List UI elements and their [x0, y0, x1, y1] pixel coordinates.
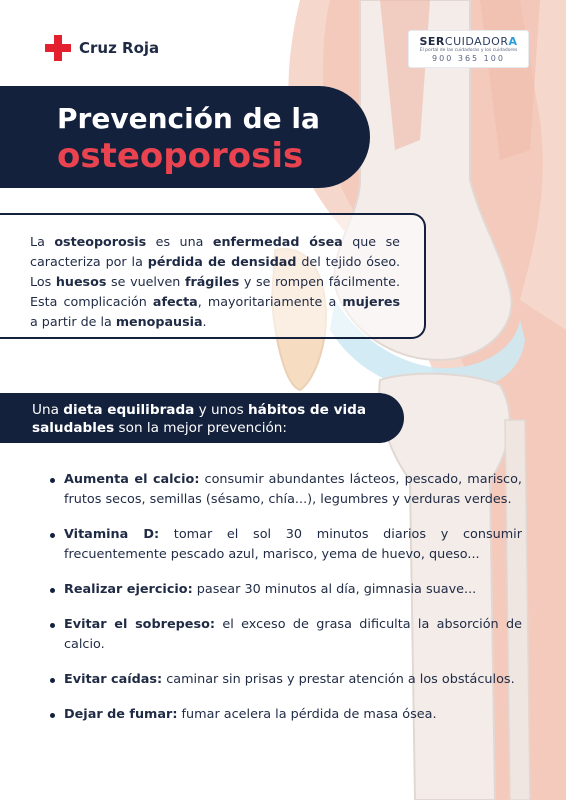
- intro-segment: a partir de la: [30, 314, 116, 329]
- tip-title: Dejar de fumar:: [64, 707, 178, 722]
- intro-segment: es una: [146, 234, 213, 249]
- sercuidadora-phone: 900 365 100: [432, 54, 505, 63]
- tip-item: [50, 525, 522, 565]
- prevention-segment: y unos: [194, 402, 248, 418]
- tips-list: [50, 470, 522, 725]
- page-title-line1: Prevención de la: [57, 102, 320, 135]
- tip-item: [50, 615, 522, 655]
- intro-segment: afecta: [152, 294, 198, 309]
- cruz-roja-logo: [45, 35, 159, 61]
- page-title-line2: osteoporosis: [57, 136, 304, 176]
- sercuidadora-tagline: El portal de las cuidadoras y los cuidadores: [419, 48, 518, 53]
- intro-segment: y se rompen fácilmente. Esta complicación: [30, 274, 400, 309]
- intro-segment: frágiles: [184, 274, 240, 289]
- sercuidadora-name: [409, 36, 528, 48]
- intro-paragraph: [30, 232, 400, 332]
- intro-segment: se vuelven: [106, 274, 185, 289]
- tip-text: pasear 30 minutos al día, gimnasia suave...: [192, 582, 477, 597]
- intro-segment: menopausia: [115, 314, 203, 329]
- intro-segment: del tejido óseo. Los: [30, 254, 400, 289]
- intro-segment: mujeres: [342, 294, 400, 309]
- prevention-segment: hábitos de vida saludables: [32, 402, 367, 436]
- tip-item: [50, 670, 522, 690]
- prevention-heading: [32, 401, 392, 437]
- prevention-segment: son la mejor prevención:: [114, 420, 287, 436]
- sercuidadora-name-part3: A: [508, 35, 518, 48]
- intro-segment: , mayoritariamente a: [197, 294, 343, 309]
- tip-item: [50, 470, 522, 510]
- tip-title: Aumenta el calcio:: [64, 472, 200, 487]
- prevention-segment: dieta equilibrada: [63, 402, 195, 418]
- tip-item: [50, 580, 522, 600]
- red-cross-icon: [45, 35, 71, 61]
- tip-text: consumir abundantes lácteos, pescado, marisco, frutos secos, semillas (sésamo, chía...), legumbres y verduras verdes.: [64, 472, 522, 507]
- sercuidadora-badge: [408, 30, 529, 68]
- tip-text: caminar sin prisas y prestar atención a los obstáculos.: [162, 672, 515, 687]
- tip-item: [50, 705, 522, 725]
- intro-segment: enfermedad ósea: [212, 234, 343, 249]
- tip-title: Evitar caídas:: [64, 672, 163, 687]
- tip-title: Realizar ejercicio:: [64, 582, 193, 597]
- tip-title: Evitar el sobrepeso:: [64, 617, 215, 632]
- tip-text: fumar acelera la pérdida de masa ósea.: [177, 707, 437, 722]
- intro-segment: pérdida de densidad: [147, 254, 297, 269]
- intro-segment: osteoporosis: [54, 234, 147, 249]
- tip-title: Vitamina D:: [64, 527, 160, 542]
- intro-segment: La: [30, 234, 55, 249]
- intro-segment: huesos: [55, 274, 107, 289]
- tip-text: tomar el sol 30 minutos diarios y consumir frecuentemente pescado azul, marisco, yema de huevo, queso...: [64, 527, 523, 562]
- intro-segment: que se caracteriza por la: [30, 234, 400, 269]
- sercuidadora-name-part1: SER: [419, 35, 445, 48]
- brand-name: Cruz Roja: [79, 39, 160, 57]
- intro-segment: .: [202, 314, 207, 329]
- sercuidadora-name-part2: CUIDADOR: [444, 35, 509, 48]
- tip-text: el exceso de grasa dificulta la absorción de calcio.: [64, 617, 522, 652]
- prevention-segment: Una: [32, 402, 64, 418]
